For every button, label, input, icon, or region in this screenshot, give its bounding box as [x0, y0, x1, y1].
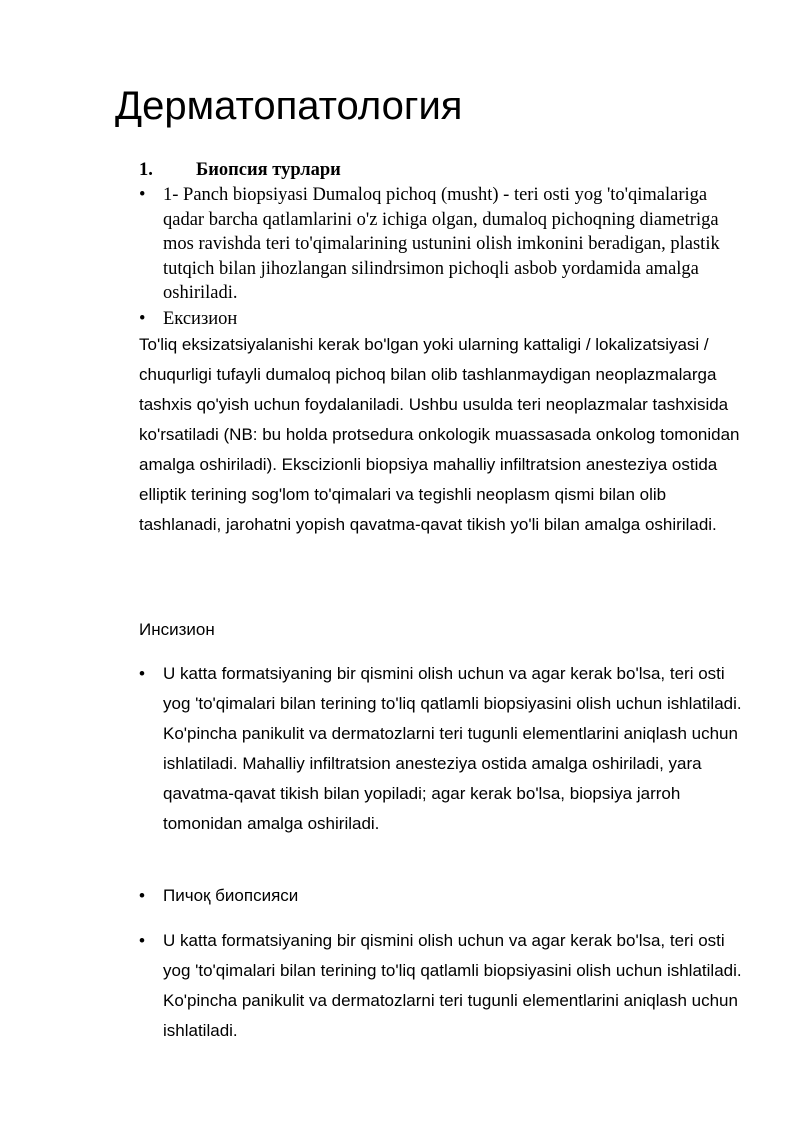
list-item-text: Пичоқ биопсияси — [163, 886, 299, 905]
list-item-text: Ексизион — [163, 309, 238, 329]
list-item-text: 1- Panch biopsiyasi Dumaloq pichoq (musht) - teri osti yog 'to'qimalariga qadar barcha qatlamlarini o'z ichiga olgan, dumaloq pichoqning diametriga mos ravishda teri to'qimalarining ustunini olish imkonini beradigan, plastik tutqich bilan jihozlangan silindrsimon pichoqli asbob yordamida amalga oshiriladi. — [163, 185, 720, 303]
bullet-icon: • — [139, 886, 145, 905]
section-number: 1. — [139, 160, 153, 180]
bullet-icon: • — [139, 185, 146, 205]
list-item-text: U katta formatsiyaning bir qismini olish uchun va agar kerak bo'lsa, teri osti yog 'to'qimalari bilan terining to'liq qatlamli biopsiyasini olish uchun ishlatiladi. Ko'pincha panikulit va dermatozlarni teri tugunli elementlarini aniqlash uchun ishlatiladi. — [163, 931, 742, 1040]
section-heading — [139, 158, 341, 183]
page-title: Дерматопатология — [115, 84, 463, 128]
list-item-text: U katta formatsiyaning bir qismini olish uchun va agar kerak bo'lsa, teri osti yog 'to'qimalari bilan terining to'liq qatlamli biopsiyasini olish uchun ishlatiladi. Ko'pincha panikulit va dermatozlarni teri tugunli elementlarini aniqlash uchun ishlatiladi. Mahalliy infiltratsion anesteziya ostida amalga oshiriladi, yara qavatma-qavat tikish bilan yopiladi; agar kerak bo'lsa, biopsiya jarroh tomonidan amalga oshiriladi. — [163, 664, 742, 833]
bullet-icon: • — [139, 931, 145, 950]
bullet-icon: • — [139, 664, 145, 683]
section-heading-text: Биопсия турлари — [196, 160, 341, 180]
bullet-icon: • — [139, 309, 146, 329]
incision-heading: Инсизион — [139, 620, 215, 639]
excision-paragraph: To'liq eksizatsiyalanishi kerak bo'lgan yoki ularning kattaligi / lokalizatsiyasi / chuqurligi tufayli dumaloq pichoq bilan olib tashlanmaydigan neoplazmalarga tashxis qo'yish uchun foydalaniladi. Ushbu usulda teri neoplazmalar tashxisida ko'rsatiladi (NB: bu holda protsedura onkologik muassasada onkolog tomonidan amalga oshiriladi). Ekscizionli biopsiya mahalliy infiltratsion anesteziya ostida elliptik terining sog'lom to'qimalari va tegishli neoplasm qismi bilan olib tashlanadi, jarohatni yopish qavatma-qavat tikish yo'li bilan amalga oshiriladi. — [139, 335, 740, 534]
